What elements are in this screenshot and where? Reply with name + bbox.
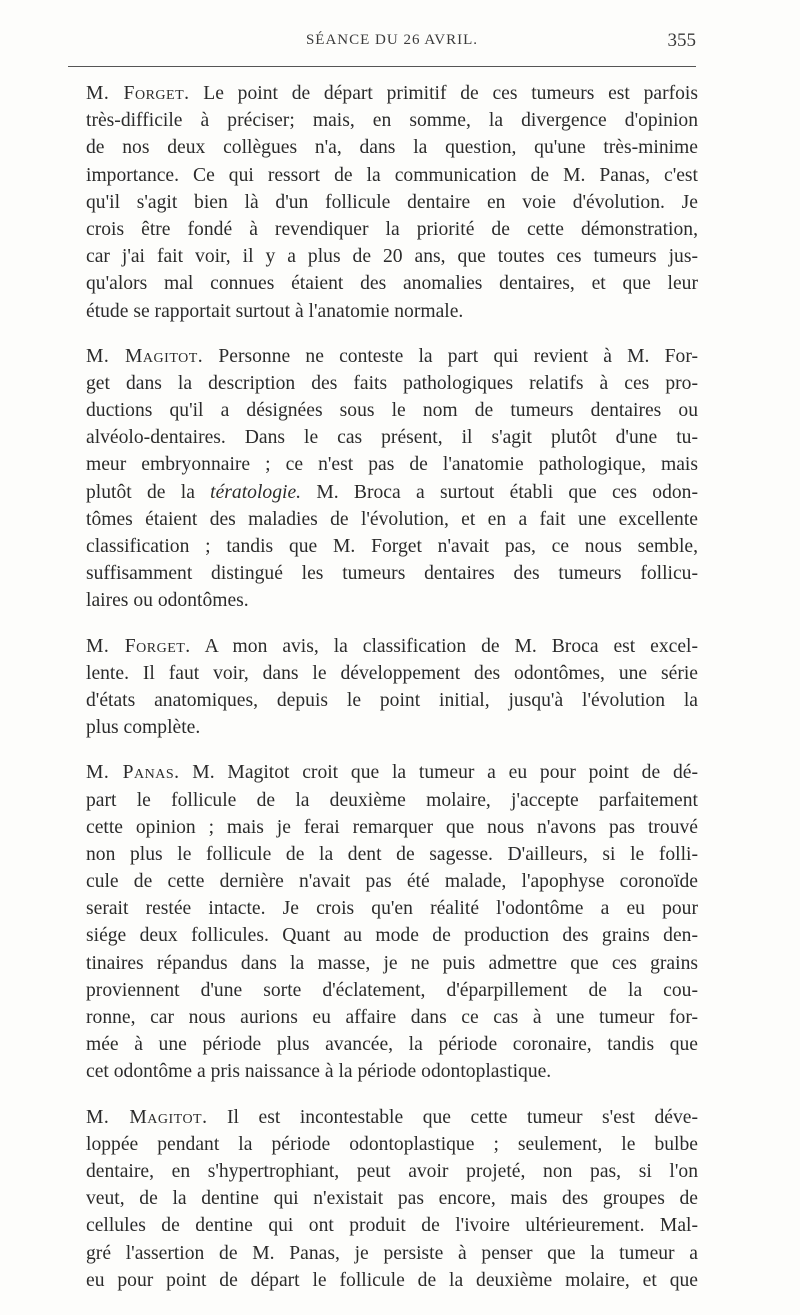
text-line: get dans la description des faits pathologiques relatifs à ces pro-: [86, 372, 698, 394]
text-line: importance. Ce qui ressort de la communication de M. Panas, c'est: [86, 164, 698, 186]
text-line: dentaire, en s'hypertrophiant, peut avoir projeté, non pas, si l'on: [86, 1160, 698, 1182]
text-line: loppée pendant la période odontoplastique ; seulement, le bulbe: [86, 1133, 698, 1155]
text-line: crois être fondé à revendiquer la priorité de cette démonstration,: [86, 218, 698, 240]
text-line: d'états anatomiques, depuis le point initial, jusqu'à l'évolution la: [86, 689, 698, 711]
speaker-name: M. Forget.: [86, 635, 191, 657]
text-line: plus complète.: [86, 717, 201, 739]
text-line: laires ou odontômes.: [86, 590, 249, 612]
text-line: part le follicule de la deuxième molaire, j'accepte parfaitement: [86, 789, 698, 811]
text-line: cellules de dentine qui ont produit de l'ivoire ultérieurement. Mal-: [86, 1215, 698, 1237]
text-line: lente. Il faut voir, dans le développement des odontômes, une série: [86, 662, 698, 684]
text-line: non plus le follicule de la dent de sagesse. D'ailleurs, si le folli-: [86, 843, 698, 865]
paragraph-forget-2: [86, 633, 698, 742]
text-line: veut, de la dentine qui n'existait pas encore, mais des groupes de: [86, 1188, 698, 1210]
text-line: ronne, car nous aurions eu affaire dans ce cas à une tumeur for-: [86, 1007, 698, 1028]
text-line: tômes étaient des maladies de l'évolution, et en a fait une excellente: [86, 508, 698, 530]
text-line: qu'alors mal connues étaient des anomalies dentaires, et que leur: [86, 273, 698, 295]
speaker-name: M. Forget.: [86, 83, 190, 104]
text-line: cet odontôme a pris naissance à la période odontoplastique.: [86, 1061, 552, 1083]
text-line: M. Forget. Le point de départ primitif de ces tumeurs est parfois: [86, 83, 698, 104]
paragraph-panas: [86, 759, 698, 1085]
running-title: SÉANCE DU 26 AVRIL.: [305, 32, 479, 48]
page-number: 355: [667, 30, 696, 51]
text-line: M. Panas. M. Magitot croit que la tumeur a eu pour point de dé-: [86, 762, 698, 784]
text-line: tinaires répandus dans la masse, je ne puis admettre que ces grains: [86, 952, 698, 974]
text-line: gré l'assertion de M. Panas, je persiste à penser que la tumeur a: [86, 1242, 698, 1264]
header-rule: [68, 66, 696, 67]
page-header: [88, 30, 696, 54]
paragraph-forget-1: [86, 80, 698, 325]
text-line: classification ; tandis que M. Forget n'avait pas, ce nous semble,: [86, 536, 698, 557]
text-line: serait restée intacte. Je crois qu'en réalité l'odontôme a eu pour: [86, 898, 698, 920]
italic-term: tératologie.: [210, 481, 302, 503]
text-line: de nos deux collègues n'a, dans la question, qu'une très-minime: [86, 137, 698, 159]
text-line: alvéolo-dentaires. Dans le cas présent, il s'agit plutôt d'une tu-: [86, 427, 698, 449]
text-line: cette opinion ; mais je ferai remarquer que nous n'avons pas trouvé: [86, 816, 698, 838]
speaker-name: M. Panas.: [86, 762, 180, 784]
text-line: mée à une période plus avancée, la période coronaire, tandis que: [86, 1034, 698, 1056]
speaker-name: M. Magitot.: [86, 1106, 208, 1128]
speaker-name: M. Magitot.: [86, 345, 204, 367]
text-line: étude se rapportait surtout à l'anatomie normale.: [86, 300, 464, 322]
text-line: qu'il s'agit bien là d'un follicule dentaire en voie d'évolution. Je: [86, 191, 698, 213]
text-line: M. Magitot. Il est incontestable que cette tumeur s'est déve-: [86, 1106, 698, 1128]
paragraph-magitot-1: [86, 343, 698, 615]
text-line: meur embryonnaire ; ce n'est pas de l'anatomie pathologique, mais: [86, 454, 698, 476]
text-line: proviennent d'une sorte d'éclatement, d'éparpillement de la cou-: [86, 979, 698, 1001]
text-line: car j'ai fait voir, il y a plus de 20 ans, que toutes ces tumeurs jus-: [86, 246, 698, 268]
paragraph-magitot-2: [86, 1104, 698, 1294]
text-line: suffisamment distingué les tumeurs dentaires des tumeurs follicu-: [86, 563, 698, 585]
body-text: [86, 80, 698, 1312]
text-line: plutôt de la tératologie. M. Broca a surtout établi que ces odon-: [86, 481, 698, 503]
text-line: M. Forget. A mon avis, la classification de M. Broca est excel-: [86, 635, 698, 657]
text-line: ductions qu'il a désignées sous le nom de tumeurs dentaires ou: [86, 400, 698, 422]
text-line: eu pour point de départ le follicule de la deuxième molaire, et que: [86, 1269, 698, 1291]
text-line: M. Magitot. Personne ne conteste la part qui revient à M. For-: [86, 345, 698, 367]
text-line: très-difficile à préciser; mais, en somme, la divergence d'opinion: [86, 110, 698, 132]
text-line: siége deux follicules. Quant au mode de production des grains den-: [86, 925, 698, 947]
text-line: cule de cette dernière n'avait pas été malade, l'apophyse coronoïde: [86, 871, 698, 893]
